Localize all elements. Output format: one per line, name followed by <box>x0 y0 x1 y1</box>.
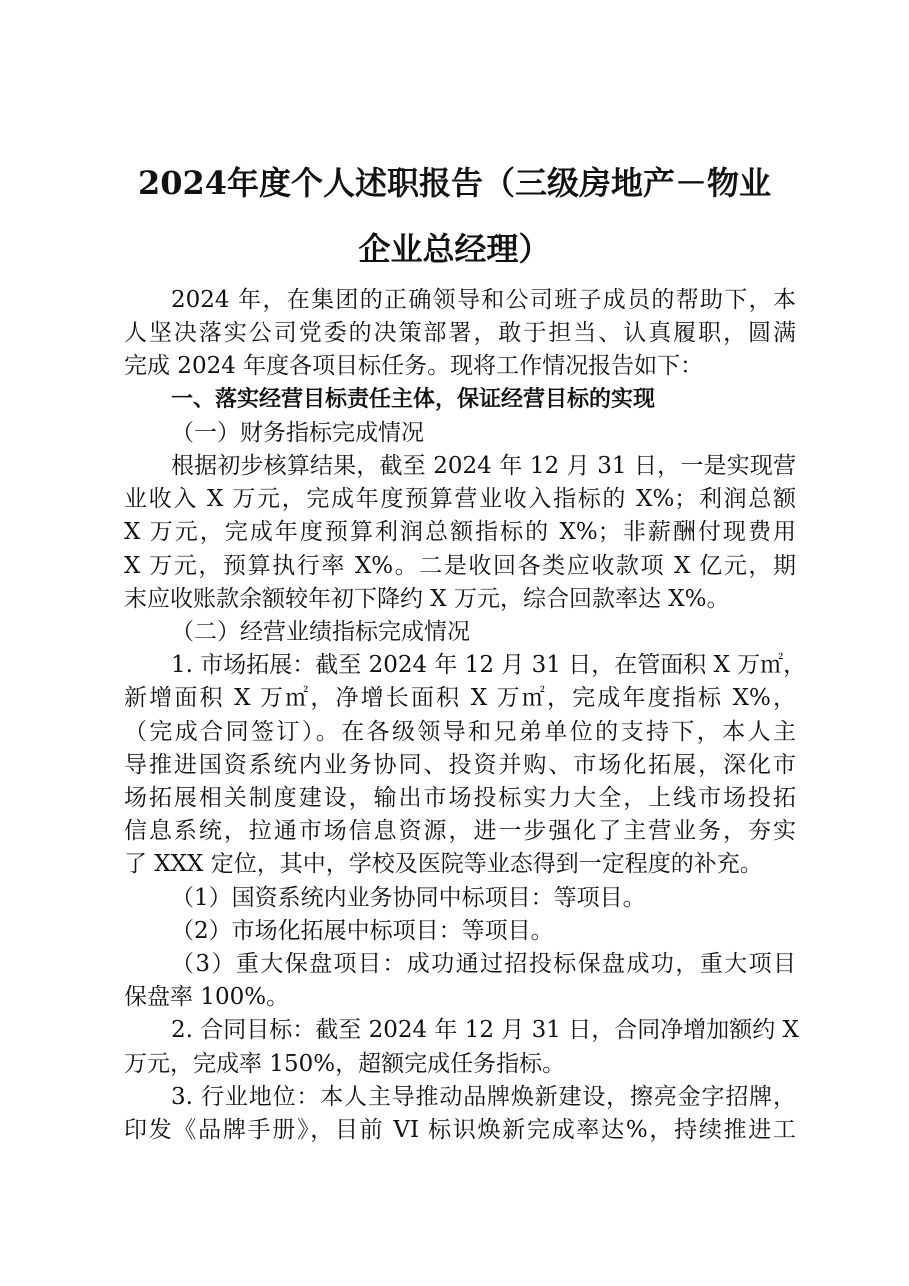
paragraph-line: （二）经营业绩指标完成情况 <box>171 619 470 645</box>
paragraph-line: 1. 市场拓展：截至 2024 年 12 月 31 日，在管面积 X 万㎡， <box>171 652 807 679</box>
paragraph-line: 3. 行业地位：本人主导推动品牌焕新建设，擦亮金字招牌， <box>171 1083 796 1110</box>
paragraph-line: （完成合同签订）。在各级领导和兄弟单位的支持下，本人主 <box>124 718 796 745</box>
paragraph-line: （2）市场化拓展中标项目：等项目。 <box>171 917 554 944</box>
paragraph-line: X 万元，完成年度预算利润总额指标的 X%；非薪酬付现费用 <box>124 519 796 546</box>
paragraph-line: 新增面积 X 万㎡，净增长面积 X 万㎡，完成年度指标 X%， <box>124 685 796 712</box>
paragraph-line: 导推进国资系统内业务协同、投资并购、市场化拓展，深化市 <box>124 751 796 778</box>
paragraph-line: （3）重大保盘项目：成功通过招投标保盘成功，重大项目 <box>171 951 796 977</box>
paragraph-line: （一）财务指标完成情况 <box>171 419 424 446</box>
paragraph-line: 信息系统，拉通市场信息资源，进一步强化了主营业务，夯实 <box>124 818 796 845</box>
paragraph-line: 了 XXX 定位，其中，学校及医院等业态得到一定程度的补充。 <box>124 851 763 878</box>
paragraph-line: 场拓展相关制度建设，输出市场投标实力大全，上线市场投拓 <box>124 785 796 811</box>
paragraph-line: 根据初步核算结果，截至 2024 年 12 月 31 日，一是实现营 <box>171 453 796 479</box>
paragraph-line: 万元，完成率 150%，超额完成任务指标。 <box>124 1050 566 1077</box>
paragraph-line: 2. 合同目标：截至 2024 年 12 月 31 日，合同净增加额约 X <box>171 1017 799 1044</box>
section-heading: 一、落实经营目标责任主体，保证经营目标的实现 <box>171 386 656 412</box>
paragraph-line: 2024 年，在集团的正确领导和公司班子成员的帮助下，本 <box>171 287 796 313</box>
paragraph-line: 业收入 X 万元，完成年度预算营业收入指标的 X%；利润总额 <box>124 486 796 513</box>
document-title-line-1: 2024年度个人述职报告（三级房地产－物业 <box>137 164 772 202</box>
paragraph-line: 完成 2024 年度各项目标任务。现将工作情况报告如下： <box>124 353 704 380</box>
paragraph-line: 人坚决落实公司党委的决策部署，敢于担当、认真履职，圆满 <box>124 320 796 347</box>
paragraph-line: X 万元，预算执行率 X%。二是收回各类应收款项 X 亿元，期 <box>124 552 796 579</box>
paragraph-line: 末应收账款余额较年初下降约 X 万元，综合回款率达 X%。 <box>124 585 730 612</box>
document-title-line-2: 企业总经理） <box>358 230 551 268</box>
paragraph-line: 保盘率 100%。 <box>124 984 290 1011</box>
paragraph-line: （1）国资系统内业务协同中标项目：等项目。 <box>171 884 646 911</box>
paragraph-line: 印发《品牌手册》，目前 VI 标识焕新完成率达%，持续推进工 <box>124 1117 796 1143</box>
